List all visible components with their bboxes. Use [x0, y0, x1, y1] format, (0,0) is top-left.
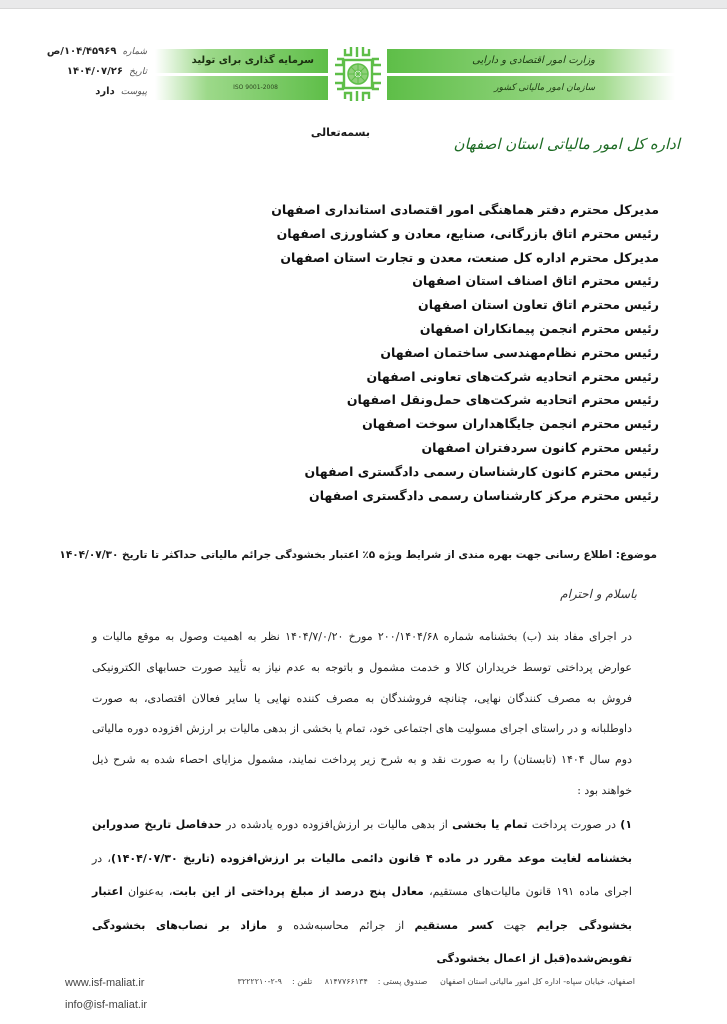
recipient-item: رئیس محترم انجمن جایگاهداران سوخت اصفهان — [362, 416, 659, 432]
clause-emphasis: معادل پنج درصد از مبلغ پرداختی از این بابت — [172, 885, 424, 898]
letter-date-value: ۱۴۰۴/۰۷/۲۶ — [66, 66, 123, 77]
letter-subject: موضوع: اطلاع رسانی جهت بهره مندی از شرایط ویژه ۵٪ اعتبار بخشودگی جرائم مالیاتی حداکثر تا تاریخ ۱۴۰۴/۰۷/۳۰ — [59, 549, 657, 561]
body-paragraph: در اجرای مفاد بند (ب) بخشنامه شماره ۲۰۰/۱۴۰۴/۶۸ مورخ ۱۴۰۴/۷/۰/۲۰ نظر به اهمیت وصول به موقع مالیات و عوارض پرداختی توسط خریداران کالا و خدمت مشمول و باتوجه به عدم نیاز به تأیید صورت حسابهای الکترونیکی فروش به مصرف کنندگان نهایی، چنانچه فروشندگان به مصرف کننده نهایی یا سایر فعالان اقتصادی، به صورت داوطلبانه و در راستای اجرای مسولیت های اجتماعی خود، تمام یا بخشی از بدهی مالیات بر ارزش افزوده دوره مالیاتی دوم سال ۱۴۰۴ (تابستان) را به صورت نقد و به شرح زیر پرداخت نمایند، مشمول مزایای احصاء شده به شرح ذیل خواهند بود : — [92, 630, 632, 797]
recipients-list — [99, 198, 659, 507]
clause-emphasis: مازاد بر نصاب‌های بخشودگی تفویض‌شده(قبل از اعمال بخشودگی — [92, 918, 632, 965]
letter-attachment-label: پیوست — [120, 87, 147, 97]
recipient-item: رئیس محترم اتاق بازرگانی، صنایع، معادن و کشاورزی اصفهان — [276, 225, 659, 241]
tax-organization-emblem-icon — [333, 45, 383, 103]
recipient-item: رئیس محترم اتحادیه شرکت‌های حمل‌ونقل اصفهان — [346, 392, 659, 408]
postal-label: صندوق پستی : — [377, 977, 428, 986]
clause-1 — [92, 808, 632, 976]
letter-number-label: شماره — [122, 47, 147, 57]
recipient-item: رئیس محترم کانون کارشناسان رسمی دادگستری اصفهان — [304, 463, 659, 479]
recipient-item: رئیس محترم اتاق تعاون استان اصفهان — [418, 297, 659, 313]
phone-label: تلفن : — [291, 977, 313, 986]
letter-attachment-value: دارد — [95, 86, 115, 97]
bismillah-heading: بسمه‌تعالی — [310, 126, 370, 139]
clause-emphasis: حدفاصل تاریخ صدوراین بخشنامه لغایت موعد مقرر در ماده ۴ قانون دائمی مالیات بر ارزش‌افزوده (تاریخ ۱۴۰۴/۰۷/۳۰) — [92, 818, 632, 865]
recipient-item: رئیس محترم اتاق اصناف استان اصفهان — [412, 273, 659, 289]
salutation: باسلام و احترام — [560, 587, 637, 601]
recipient-item: رئیس محترم نظام‌مهندسی ساختمان اصفهان — [380, 344, 659, 360]
letter-date-label: تاریخ — [129, 67, 147, 77]
letter-attachment-row — [22, 82, 147, 102]
ministry-band — [387, 49, 675, 73]
letter-number-row — [22, 42, 147, 62]
clause-text: از جرائم محاسبه‌شده و — [267, 918, 415, 932]
letter-date-row — [22, 62, 147, 82]
clause-text: در صورت پرداخت — [527, 818, 621, 831]
letter-meta — [22, 42, 147, 102]
website-link[interactable]: www.isf-maliat.ir — [65, 977, 145, 989]
letter-page — [0, 8, 727, 1024]
letter-number-value: ۱۰۴/۴۵۹۶۹/ص — [46, 46, 117, 57]
iso-band — [155, 76, 328, 100]
recipient-item: رئیس محترم انجمن پیمانکاران اصفهان — [419, 320, 659, 336]
address-text: اصفهان، خیابان سپاه- اداره کل امور مالیاتی استان اصفهان — [439, 977, 635, 986]
recipient-item: رئیس محترم مرکز کارشناسان رسمی دادگستری اصفهان — [309, 487, 659, 503]
phone-value: ۹-۲-۳۲۲۲۲۱۰ — [237, 977, 282, 986]
recipient-item: مدیرکل محترم دفتر هماهنگی امور اقتصادی استانداری اصفهان — [271, 202, 659, 217]
office-name: اداره کل امور مالیاتی استان اصفهان — [453, 135, 680, 153]
clause-emphasis: اعتبار بخشودگی جرایم — [92, 885, 633, 932]
organization-band — [387, 76, 675, 100]
organization-name: سازمان امور مالیاتی کشور — [494, 83, 595, 93]
iso-text: ISO 9001-2008 — [233, 84, 278, 91]
email-link[interactable]: info@isf-maliat.ir — [65, 999, 148, 1011]
recipient-item: مدیرکل محترم اداره کل صنعت، معدن و تجارت استان اصفهان — [280, 249, 659, 265]
letterhead-banner — [155, 45, 675, 103]
clause-emphasis: کسر مستقیم — [414, 918, 494, 932]
recipient-item: رئیس محترم کانون سردفتران اصفهان — [421, 439, 659, 455]
clause-text: ، به‌عنوان — [122, 885, 173, 898]
clause-text: از بدهی مالیات بر ارزش‌افزوده دوره یادشده در — [221, 818, 453, 831]
slogan-text: سرمایه گذاری برای تولید — [191, 55, 314, 66]
clause-number: ۱) — [620, 818, 633, 831]
clause-emphasis: تمام یا بخشی — [452, 818, 528, 831]
clause-text: ، در اجرای ماده ۱۹۱ قانون مالیات‌های مستقیم، — [92, 851, 632, 898]
footer-address — [135, 977, 635, 986]
postal-value: ۸۱۴۷۷۶۶۱۳۴ — [324, 977, 368, 986]
ministry-name: وزارت امور اقتصادی و دارایی — [472, 55, 595, 66]
slogan-band — [155, 49, 328, 73]
clause-text: جهت — [493, 918, 537, 932]
footer-contacts — [65, 972, 147, 1016]
recipient-item: رئیس محترم اتحادیه شرکت‌های تعاونی اصفهان — [366, 368, 659, 384]
